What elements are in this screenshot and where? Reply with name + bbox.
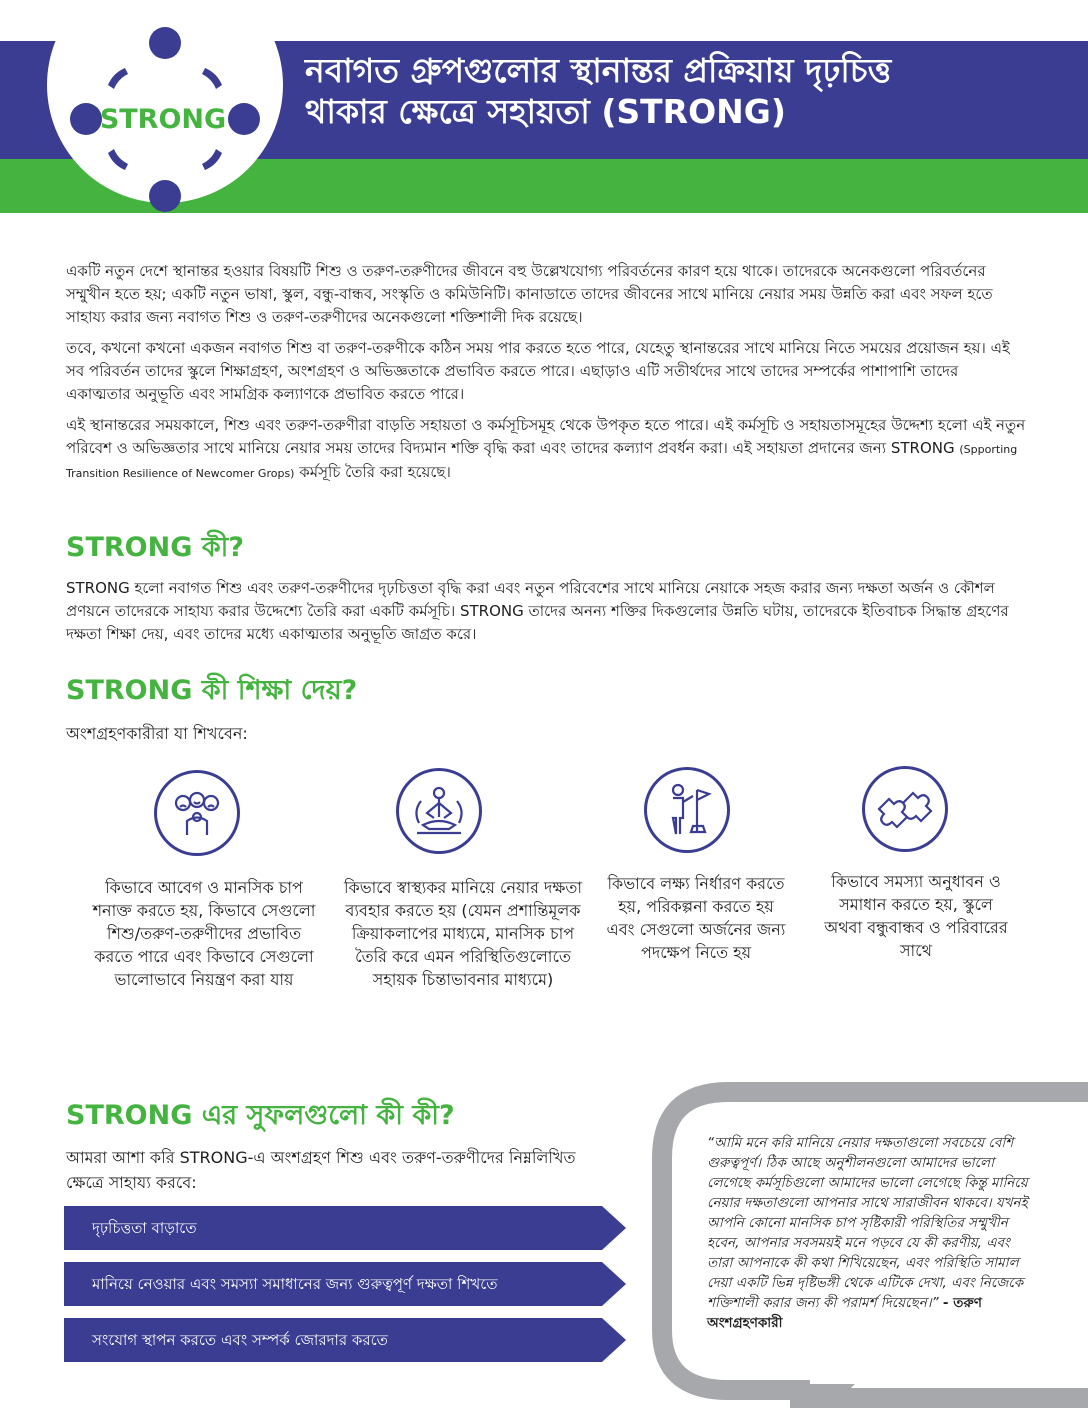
puzzle-icon: [862, 766, 948, 852]
intro-paragraph-1: একটি নতুন দেশে স্থানান্তর হওয়ার বিষয়টি শিশু ও তরুণ-তরুণীদের জীবনে বহু উল্লেখযোগ্য পরিবর্তনের কারণ হয়ে থাকে। তাদেরকে অনেকগুলো পরিবর্তনের সম্মুখীন হতে হয়; একটি নতুন ভাষা, স্কুল, বন্ধু-বান্ধব, সংস্কৃতি ও কমিউনিটি। কানাডাতে তাদের জীবনের সাথে মানিয়ে নেয়ার সময় উন্নতি করা এবং সফল হতে সাহায্য করার জন্য নবাগত শিশু ও তরুণ-তরুণীদের অনেকগুলো শক্তিশালী দিক রয়েছে।: [66, 262, 993, 326]
learners-label: অংশগ্রহণকারীরা যা শিখবেন:: [66, 724, 248, 743]
teach-caption-coping: কিভাবে স্বাস্থ্যকর মানিয়ে নেয়ার দক্ষতা ব্যবহার করতে হয় (যেমন প্রশান্তিমূলক ক্রিয়াকলাপের মাধ্যমে, মানসিক চাপ তৈরি করে এমন পরিস্থিতিগুলোতে সহায়ক চিন্তাভাবনার মাধ্যমে): [343, 878, 583, 989]
section-heading-what: STRONG কী?: [66, 532, 245, 563]
teach-caption-problem-solving: কিভাবে সমস্যা অনুধাবন ও সমাধান করতে হয়, স্কুলে অথবা বন্ধুবান্ধব ও পরিবারের সাথে: [824, 872, 1008, 960]
meditation-icon: [396, 768, 482, 854]
goal-flag-icon: [644, 767, 730, 853]
logo-text: STRONG: [99, 104, 227, 135]
teach-caption-emotions: কিভাবে আবেগ ও মানসিক চাপ শনাক্ত করতে হয়, কিভাবে সেগুলো শিশু/তরুণ-তরুণীদের প্রভাবিত করতে পারে এবং কিভাবে সেগুলো ভালোভাবে নিয়ন্ত্রণ করা যায়: [92, 878, 316, 989]
benefit-band-1: [64, 1206, 626, 1250]
page-title-line2: থাকার ক্ষেত্রে সহায়তা (STRONG): [305, 92, 786, 131]
quote-text: [707, 1133, 1037, 1333]
intro-paragraph-2: তবে, কখনো কখনো একজন নবাগত শিশু বা তরুণ-তরুণীকে কঠিন সময় পার করতে হতে পারে, যেহেতু স্থানান্তরের সাথে মানিয়ে নিতে সময়ের প্রয়োজন হয়। এই সব পরিবর্তন তাদের স্কুলে শিক্ষাগ্রহণ, অংশগ্রহণ ও অভিজ্ঞতাকে প্রভাবিত করতে পারে। এছাড়াও এটি সতীর্থদের সাথে তাদের সম্পর্কের পাশাপাশি তাদের একাত্মতার অনুভূতি এবং সামগ্রিক কল্যাণকে প্রভাবিত করতে পারে।: [66, 339, 1010, 403]
quote-attribution: - তরুণ অংশগ্রহণকারী: [707, 1295, 982, 1331]
emotions-faces-icon: [154, 770, 240, 856]
section-heading-benefits: STRONG এর সুফলগুলো কী কী?: [66, 1100, 455, 1131]
benefits-intro: আমরা আশা করি STRONG-এ অংশগ্রহণ শিশু এবং তরুণ-তরুণীদের নিম্নলিখিত ক্ষেত্রে সাহায্য করবে:: [66, 1148, 576, 1192]
what-paragraph: STRONG হলো নবাগত শিশু এবং তরুণ-তরুণীদের দৃঢ়চিত্ততা বৃদ্ধি করা এবং নতুন পরিবেশের সাথে মানিয়ে নেয়াকে সহজ করার জন্য দক্ষতা অর্জন ও কৌশল প্রণয়নে তাদেরকে সাহায্য করার উদ্দেশ্যে তৈরি করা একটি কর্মসূচি। STRONG তাদের অনন্য শক্তির দিকগুলোর উন্নতি ঘটায়, তাদেরকে ইতিবাচক সিদ্ধান্ত গ্রহণের দক্ষতা শিক্ষা দেয়, এবং তাদের মধ্যে একাত্মতার অনুভূতি জাগ্রত করে।: [66, 579, 1009, 643]
benefit-text-1: দৃঢ়চিত্ততা বাড়াতে: [92, 1219, 197, 1237]
benefit-band-2: [64, 1262, 626, 1306]
benefit-band-3: [64, 1318, 626, 1362]
page-title-line1: নবাগত গ্রুপগুলোর স্থানান্তর প্রক্রিয়ায় দৃঢ়চিত্ত: [305, 51, 892, 90]
intro-paragraph-3-end: কর্মসূচি তৈরি করা হয়েছে।: [299, 463, 451, 481]
section-heading-teaches: STRONG কী শিক্ষা দেয়?: [66, 675, 358, 706]
intro-paragraph-3: [66, 414, 1026, 485]
quote-body: “আমি মনে করি মানিয়ে নেয়ার দক্ষতাগুলো সবচেয়ে বেশি গুরুত্বপূর্ণ। ঠিক আছে অনুশীলনগুলো আমাদের ভালো লেগেছে কর্মসূচিগুলো আমাদের ভালো লেগেছে কিন্তু মানিয়ে নেয়ার দক্ষতাগুলো আপনার সাথে সারাজীবন থাকবে। যখনই আপনি কোনো মানসিক চাপ সৃষ্টিকারী পরিস্থিতির সম্মুখীন হবেন, আপনার সবসময়ই মনে পড়বে যে কী করণীয়, এবং তারা আপনাকে কী কথা শিখিয়েছেন, এবং পরিস্থিতি সামাল দেয়া একটি ভিন্ন দৃষ্টিভঙ্গী থেকে এটিকে দেখা, এবং নিজেকে শক্তিশালী করার জন্য কী পরামর্শ দিয়েছেন।”: [707, 1135, 1028, 1311]
intro-paragraph-3-text: এই স্থানান্তরের সময়কালে, শিশু এবং তরুণ-তরুণীরা বাড়তি সহায়তা ও কর্মসূচিসমূহ থেকে উপকৃত হতে পারে। এই কর্মসূচি ও সহায়তাসমূহের উদ্দেশ্য হলো এই নতুন পরিবেশ ও অভিজ্ঞতার সাথে মানিয়ে নেয়ার সময় তাদের বিদ্যমান শক্তি বৃদ্ধি করা এবং তাদের কল্যাণ প্রবর্ধন করা। এই সহায়তা প্রদানের জন্য STRONG: [66, 416, 1026, 457]
strong-acronym-expansion: (Spporting Transition Resilience of Newcomer Grops): [66, 443, 1018, 480]
benefit-text-3: সংযোগ স্থাপন করতে এবং সম্পর্ক জোরদার করতে: [92, 1331, 388, 1349]
benefit-text-2: মানিয়ে নেওয়ার এবং সমস্যা সমাধানের জন্য গুরুত্বপূর্ণ দক্ষতা শিখতে: [92, 1275, 498, 1293]
teach-caption-goals: কিভাবে লক্ষ্য নির্ধারণ করতে হয়, পরিকল্পনা করতে হয় এবং সেগুলো অর্জনের জন্য পদক্ষেপ নিতে হয়: [606, 874, 786, 962]
